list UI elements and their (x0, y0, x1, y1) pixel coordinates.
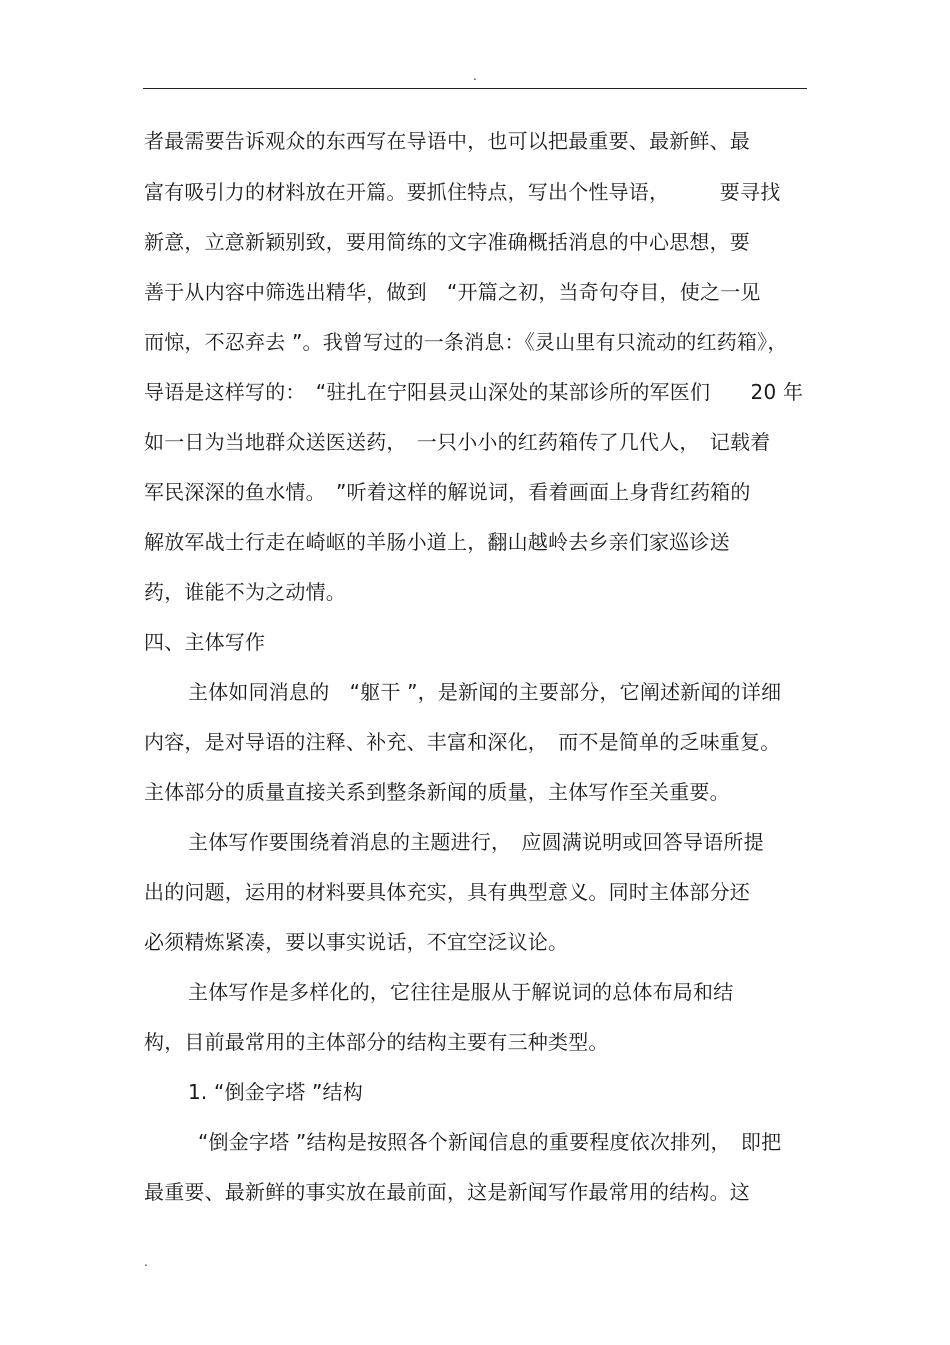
body-line: 主体如同消息的 “躯干 ”，是新闻的主要部分，它阐述新闻的详细 (188, 680, 782, 704)
body-line: 如一日为当地群众送医送药， 一只小小的红药箱传了几代人， 记载着 (144, 430, 771, 454)
body-line: 新意，立意新颖别致，要用简练的文字准确概括消息的中心思想，要 (144, 230, 750, 254)
body-line: 主体写作要围绕着消息的主题进行， 应圆满说明或回答导语所提 (188, 830, 764, 854)
body-line: 出的问题，运用的材料要具体充实，具有典型意义。同时主体部分还 (144, 880, 750, 904)
body-line: 最重要、最新鲜的事实放在最前面，这是新闻写作最常用的结构。这 (144, 1180, 750, 1204)
body-line: 导语是这样写的： “驻扎在宁阳县灵山深处的某部诊所的军医们 20 年 (144, 380, 804, 404)
body-line: 富有吸引力的材料放在开篇。要抓住特点，写出个性导语， 要寻找 (144, 180, 781, 204)
header-rule (143, 88, 807, 89)
body-line: 而惊，不忍弃去 ”。我曾写过的一条消息：《灵山里有只流动的红药箱》， (144, 330, 788, 354)
body-line: 内容，是对导语的注释、补充、丰富和深化， 而不是简单的乏味重复。 (144, 730, 781, 754)
section-heading: 四、主体写作 (144, 630, 266, 654)
body-line: 者最需要告诉观众的东西写在导语中，也可以把最重要、最新鲜、最 (144, 129, 750, 153)
header-marker: . (473, 69, 477, 83)
body-line: 主体部分的质量直接关系到整条新闻的质量，主体写作至关重要。 (144, 780, 730, 804)
body-line: 善于从内容中筛选出精华，做到 “开篇之初，当奇句夺目，使之一见 (144, 280, 761, 304)
body-line: 主体写作是多样化的，它往往是服从于解说词的总体布局和结 (188, 980, 734, 1004)
body-line: 必须精炼紧凑，要以事实说话，不宜空泛议论。 (144, 930, 569, 954)
body-line: “倒金字塔 ”结构是按照各个新闻信息的重要程度依次排列， 即把 (198, 1130, 782, 1154)
list-heading: 1. “倒金字塔 ”结构 (188, 1080, 363, 1104)
body-line: 军民深深的鱼水情。 ”听着这样的解说词，看着画面上身背红药箱的 (144, 480, 751, 504)
footer-marker: . (144, 1255, 148, 1269)
body-line: 解放军战士行走在崎岖的羊肠小道上，翻山越岭去乡亲们家巡诊送 (144, 530, 730, 554)
body-line: 药，谁能不为之动情。 (144, 580, 346, 604)
body-line: 构，目前最常用的主体部分的结构主要有三种类型。 (144, 1030, 609, 1054)
